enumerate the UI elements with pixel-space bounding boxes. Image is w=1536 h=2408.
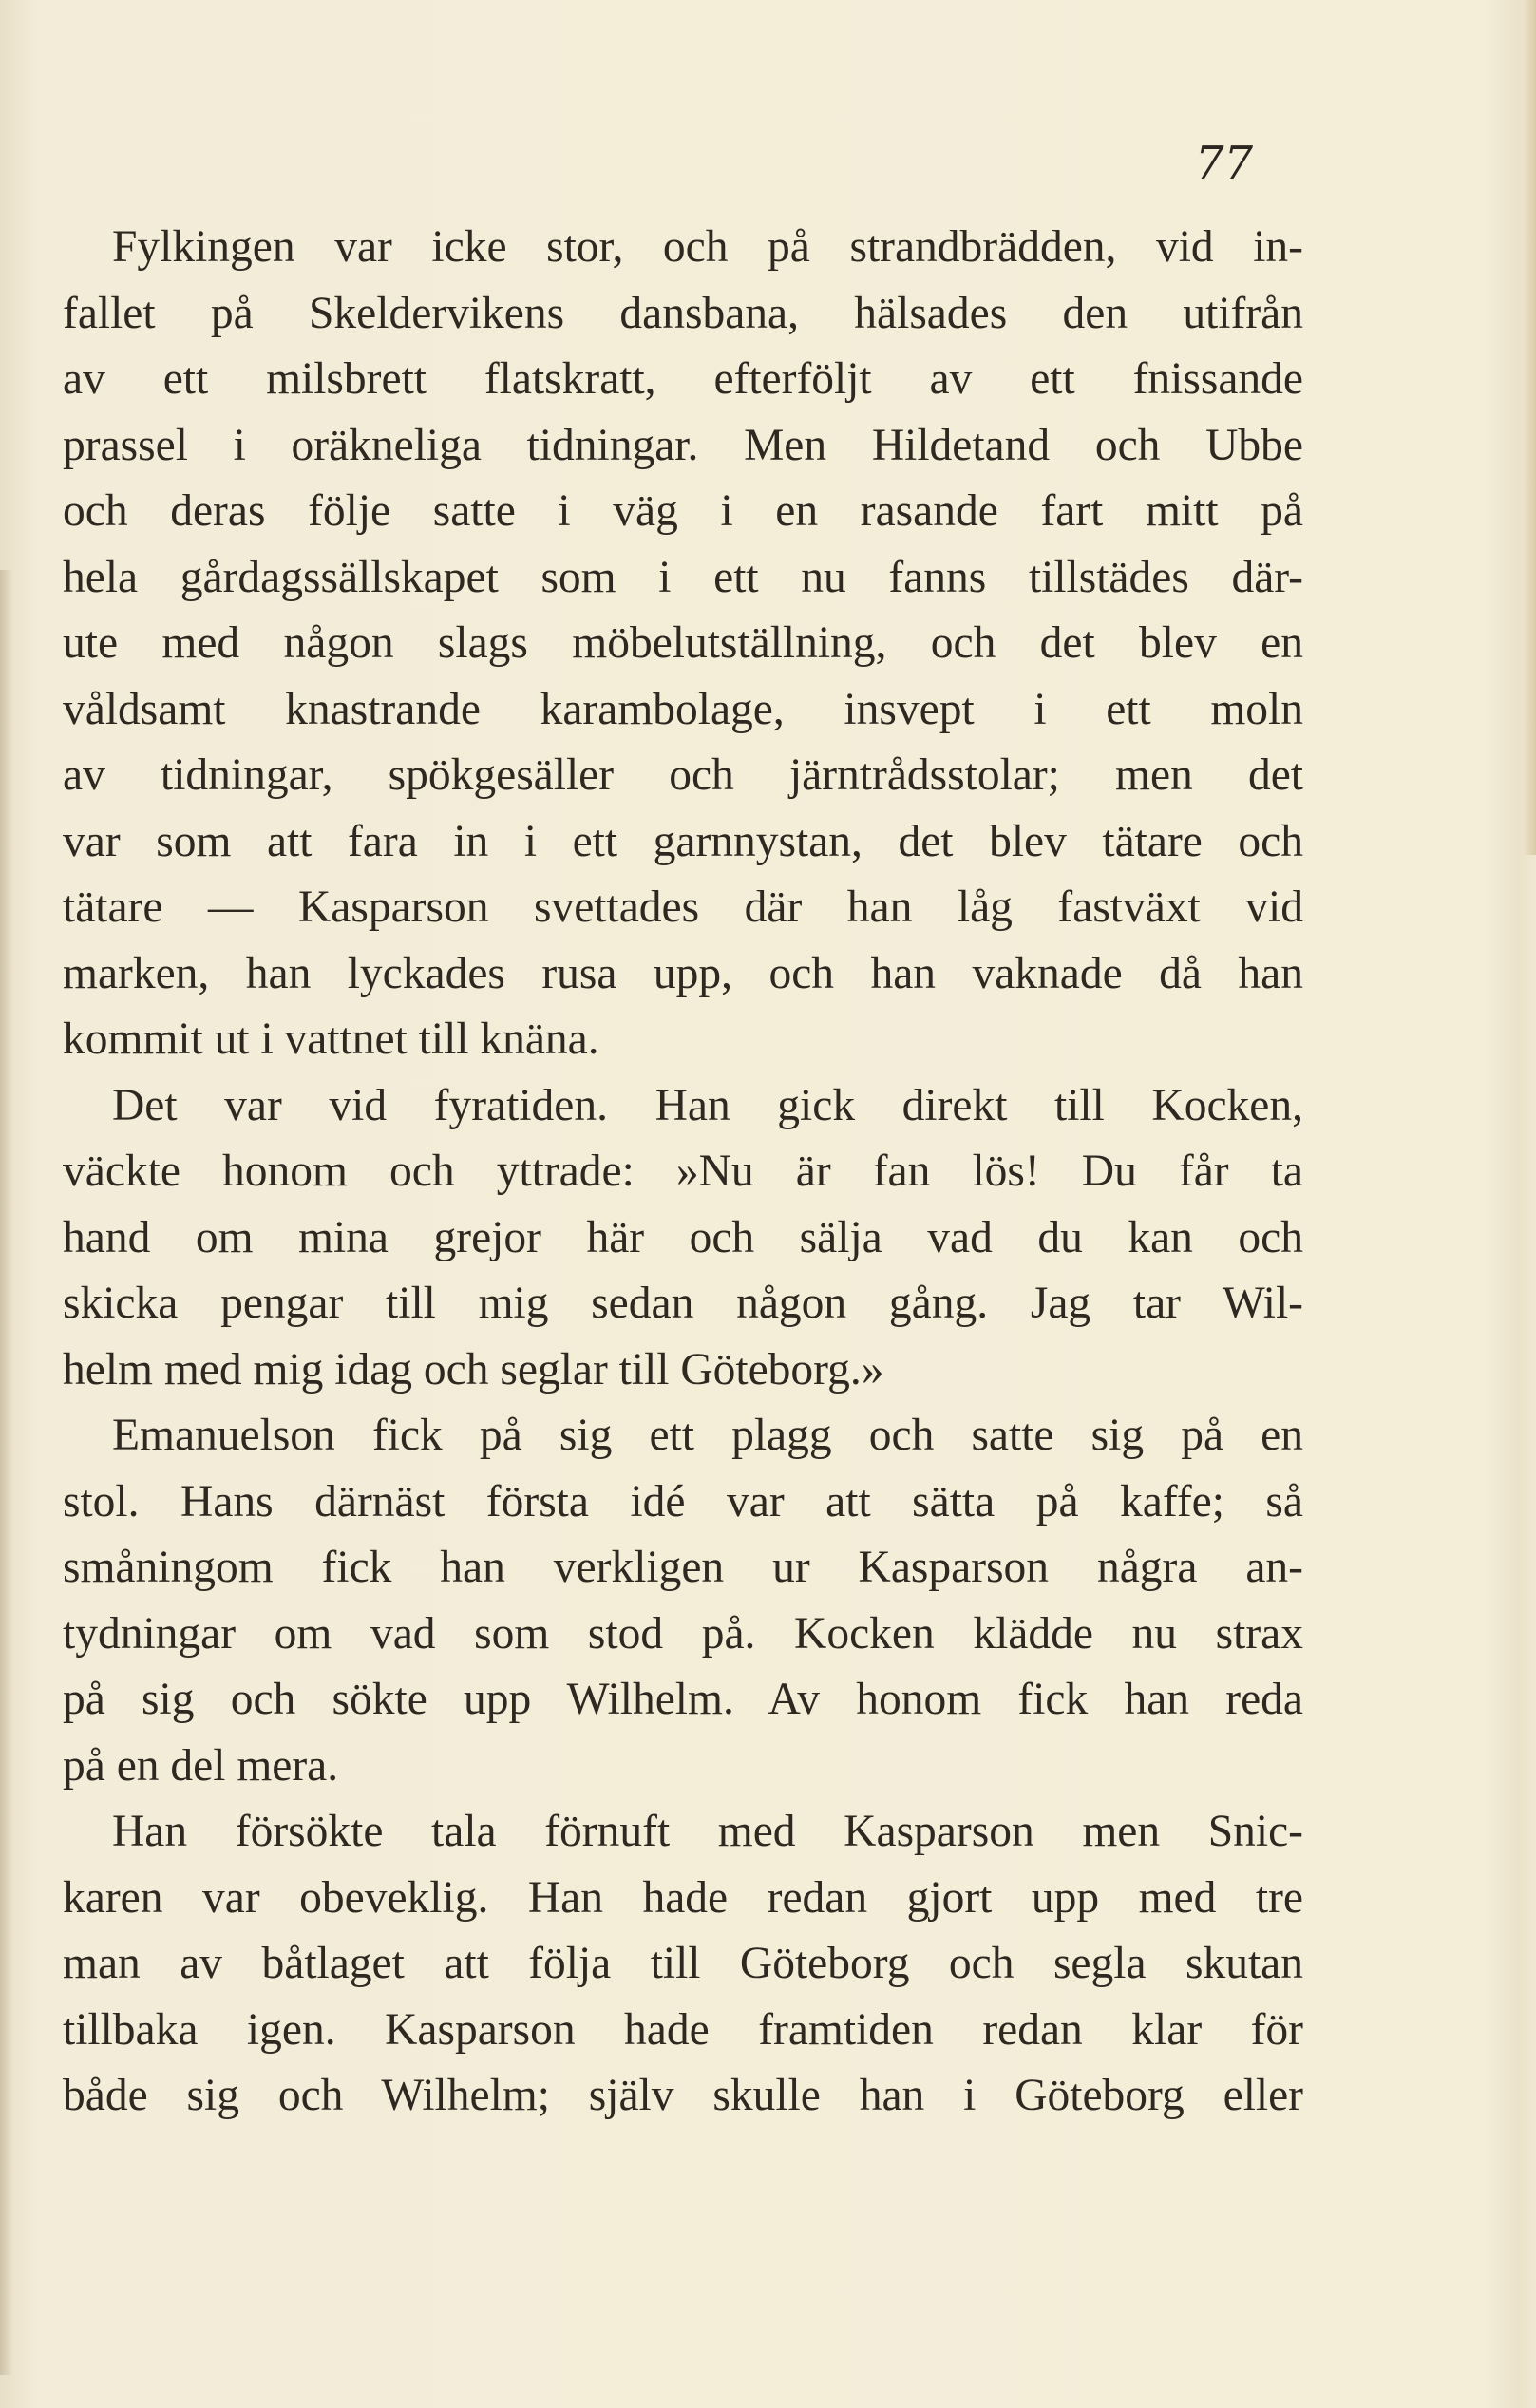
text-line: man av båtlaget att följa till Göteborg och segla skutan	[63, 1939, 1303, 1988]
text-line: Emanuelson fick på sig ett plagg och satte sig på en	[112, 1411, 1303, 1460]
text-line: marken, han lyckades rusa upp, och han vaknade då han	[63, 948, 1303, 998]
page-edge-shadow	[1523, 0, 1536, 855]
text-line: hand om mina grejor här och sälja vad du kan och	[63, 1212, 1303, 1262]
text-line: väckte honom och yttrade: »Nu är fan lös! Du får ta	[63, 1147, 1303, 1196]
text-line: karen var obeveklig. Han hade redan gjort upp med tre	[63, 1872, 1303, 1923]
text-line: hela gårdagssällskapet som i ett nu fanns tillstädes där-	[63, 552, 1303, 602]
text-line: på en del mera.	[63, 1740, 339, 1791]
text-line: ute med någon slags möbelutställning, och det blev en	[63, 618, 1303, 668]
page-number: 77	[1195, 137, 1254, 190]
body-text	[63, 215, 1303, 2130]
text-line: var som att fara in i ett garnnystan, det blev tätare och	[63, 816, 1303, 866]
text-line: tätare — Kasparson svettades där han låg fastväxt vid	[63, 882, 1303, 932]
text-line: Fylkingen var icke stor, och på strandbrädden, vid in-	[112, 222, 1303, 272]
text-line: skicka pengar till mig sedan någon gång. Jag tar Wil-	[63, 1279, 1303, 1328]
text-line: både sig och Wilhelm; själv skulle han i Göteborg eller	[63, 2071, 1303, 2120]
text-line: småningom fick han verkligen ur Kasparson några an-	[63, 1543, 1303, 1592]
text-line: av tidningar, spökgesäller och järntrådsstolar; men det	[63, 750, 1303, 800]
text-line: Det var vid fyratiden. Han gick direkt till Kocken,	[112, 1080, 1303, 1130]
text-line: och deras följe satte i väg i en rasande fart mitt på	[63, 486, 1303, 536]
text-line: Han försökte tala förnuft med Kasparson men Snic-	[112, 1807, 1303, 1856]
text-line: av ett milsbrett flatskratt, efterföljt av ett fnissande	[63, 354, 1303, 404]
text-line: prassel i oräkneliga tidningar. Men Hildetand och Ubbe	[63, 420, 1303, 470]
text-line: kommit ut i vattnet till knäna.	[63, 1014, 599, 1064]
text-line: våldsamt knastrande karambolage, insvept i ett moln	[63, 684, 1303, 734]
text-line: tydningar om vad som stod på. Kocken klädde nu strax	[63, 1608, 1303, 1659]
text-line: fallet på Skeldervikens dansbana, hälsades den utifrån	[63, 288, 1303, 338]
page-gutter-shadow	[0, 570, 13, 2375]
text-line: stol. Hans därnäst första idé var att sätta på kaffe; så	[63, 1476, 1303, 1526]
text-line: helm med mig idag och seglar till Göteborg.»	[63, 1344, 884, 1394]
text-line: på sig och sökte upp Wilhelm. Av honom fick han reda	[63, 1675, 1303, 1724]
text-line: tillbaka igen. Kasparson hade framtiden redan klar för	[63, 2004, 1303, 2055]
